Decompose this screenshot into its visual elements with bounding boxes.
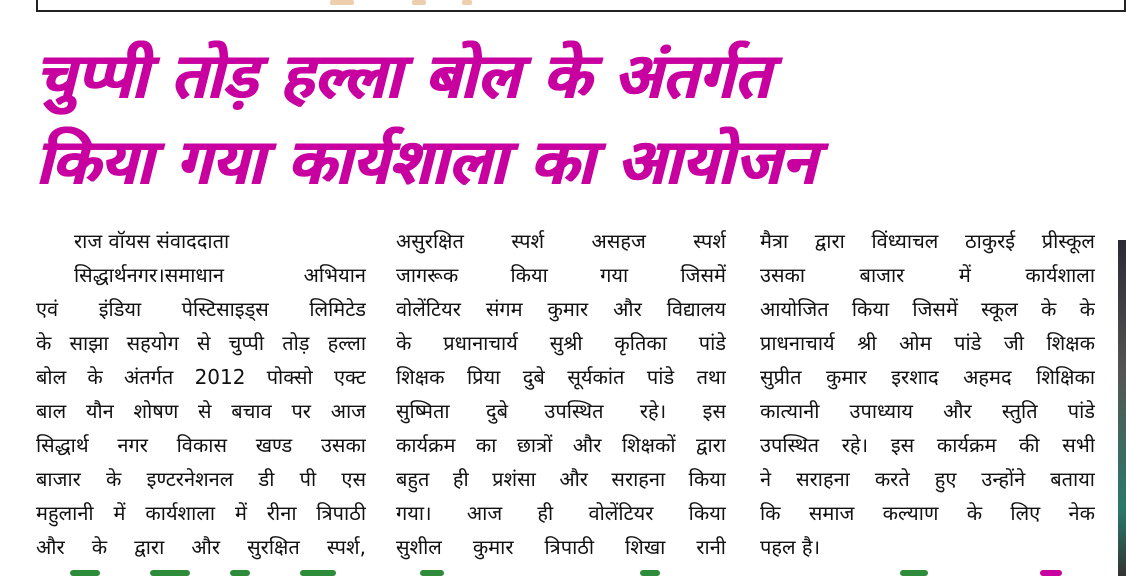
adjacent-photo-edge [1118,240,1126,576]
article-line: आयोजित किया जिसमें स्कूल के के [760,297,1095,321]
article-line: मैत्रा द्वारा विंध्याचल ठाकुरई प्रीस्कूल [760,229,1095,253]
article-line: एवं इंडिया पेस्टिसाइड्स लिमिटेड [36,297,366,321]
article-line: ने सराहना करते हुए उन्होंने बताया [760,467,1095,491]
article-line: उपस्थित रहे। इस कार्यक्रम की सभी [760,433,1095,457]
article-line: सिद्धार्थ नगर विकास खण्ड उसका [36,433,366,457]
article-line: वोलेंटियर संगम कुमार और विद्यालय [396,297,726,321]
article-line: असुरक्षित स्पर्श असहज स्पर्श [396,229,726,253]
article-line: सिद्धार्थनगर।समाधान अभियान [74,263,366,287]
article-line: बाजार के इण्टरनेशनल डी पी एस [36,467,366,491]
article-line: और के द्वारा और सुरक्षित स्पर्श, [36,535,366,559]
article-column-3 [760,224,1095,564]
ink-fragment [70,570,100,576]
ink-fragment [150,570,190,576]
article-line: महुलानी में कार्यशाला में रीना त्रिपाठी [36,501,366,525]
article-column-2 [396,224,726,564]
article-line: बहुत ही प्रशंसा और सराहना किया [396,467,726,491]
article-line: बाल यौन शोषण से बचाव पर आज [36,399,366,423]
article-line: गया। आज ही वोलेंटियर किया [396,501,726,525]
headline-line-1: चुप्पी तोड़ हल्ला बोल के अंतर्गत [36,39,772,112]
article-line: उसका बाजार में कार्यशाला [760,263,1095,287]
ink-fragment [300,570,336,576]
article-line: सुशील कुमार त्रिपाठी शिखा रानी [396,535,726,559]
article-column-1 [36,224,366,564]
ink-fragment [1040,570,1062,576]
article-line: कात्यानी उपाध्याय और स्तुति पांडे [760,399,1095,423]
top-ink-smudge [330,0,354,5]
article-line: शिक्षक प्रिया दुबे सूर्यकांत पांडे तथा [396,365,726,389]
cropped-next-headline [0,568,1126,576]
ink-fragment [900,570,928,576]
headline-line-2: किया गया कार्यशाला का आयोजन [36,125,818,198]
top-ink-smudge [412,0,426,5]
article-line: के प्रधानाचार्य सुश्री कृतिका पांडे [396,331,726,355]
article-line: सुष्मिता दुबे उपस्थित रहे। इस [396,399,726,423]
article-line: जागरूक किया गया जिसमें [396,263,726,287]
article-line: सुप्रीत कुमार इरशाद अहमद शिक्षिका [760,365,1095,389]
article-line: बोल के अंतर्गत 2012 पोक्सो एक्ट [36,365,366,389]
top-border-frame [36,0,1126,12]
article-line: पहल है। [760,535,821,559]
ink-fragment [230,570,250,576]
article-line: कार्यक्रम का छात्रों और शिक्षकों द्वारा [396,433,726,457]
article-line: कि समाज कल्याण के लिए नेक [760,501,1095,525]
byline: राज वॉयस संवाददाता [74,229,230,253]
ink-fragment [640,570,660,576]
article-line: प्राधनाचार्य श्री ओम पांडे जी शिक्षक [760,331,1095,355]
article-line: के साझा सहयोग से चुप्पी तोड़ हल्ला [36,331,366,355]
top-ink-smudge [462,0,472,5]
ink-fragment [420,570,444,576]
